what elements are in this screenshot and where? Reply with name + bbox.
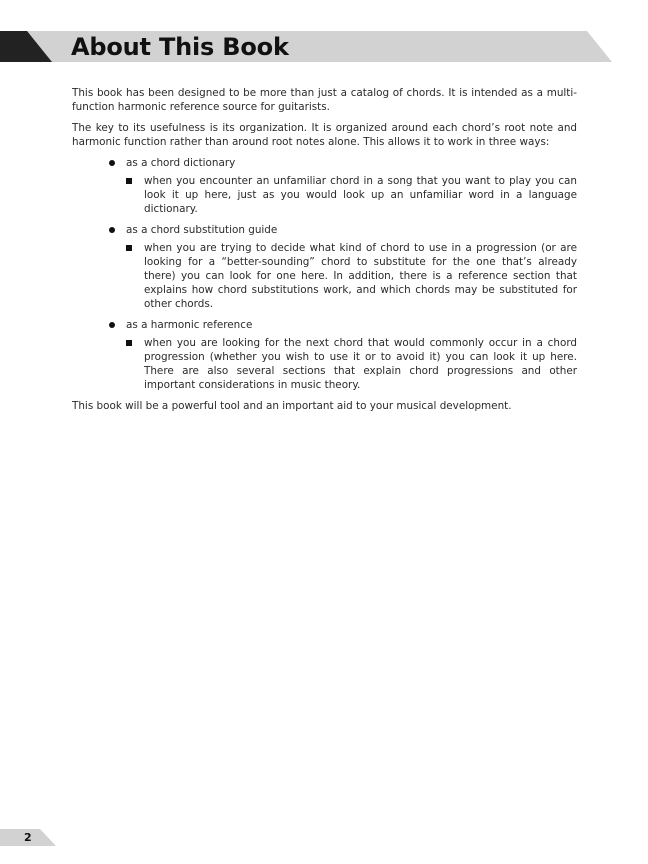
square-bullet-icon <box>126 178 132 184</box>
sub-item <box>126 336 577 392</box>
list-item <box>72 318 577 392</box>
intro-paragraph: This book has been designed to be more than just a catalog of chords. It is intended as a multi-function harmonic reference source for guitarists. <box>72 87 577 113</box>
list-item-label: as a chord dictionary <box>126 157 236 169</box>
sub-item-text: when you are trying to decide what kind of chord to use in a progression (or are looking for a “better-sounding” chord to substitute for the one that’s already there) you can look for one here. In addition, there is a reference section that explains how chord substitutions work, and which chords may be substituted for other chords. <box>144 242 577 310</box>
key-paragraph: The key to its usefulness is its organization. It is organized around each chord’s root note and harmonic function rather than around root notes alone. This allows it to work in three ways: <box>72 122 577 148</box>
bullet-dot-icon <box>109 227 115 233</box>
list-item-label: as a chord substitution guide <box>126 224 278 236</box>
closing-paragraph: This book will be a powerful tool and an important aid to your musical development. <box>72 400 512 412</box>
sub-item-text: when you encounter an unfamiliar chord in a song that you want to play you can look it up here, just as you would look up an unfamiliar word in a language dictionary. <box>144 175 577 215</box>
square-bullet-icon <box>126 340 132 346</box>
sub-item <box>126 241 577 311</box>
ways-list <box>72 156 577 392</box>
bullet-dot-icon <box>109 322 115 328</box>
list-item <box>72 223 577 311</box>
sub-item-text: when you are looking for the next chord that would commonly occur in a chord progression (whether you wish to use it or to avoid it) you can look it up here. There are also several sections that explain chord progressions and other important considerations in music theory. <box>144 337 577 391</box>
list-item-label: as a harmonic reference <box>126 319 253 331</box>
page-title: About This Book <box>71 33 289 61</box>
list-item <box>72 156 577 216</box>
bullet-dot-icon <box>109 160 115 166</box>
content <box>72 86 577 420</box>
sub-item <box>126 174 577 216</box>
page-number: 2 <box>24 831 32 844</box>
square-bullet-icon <box>126 245 132 251</box>
